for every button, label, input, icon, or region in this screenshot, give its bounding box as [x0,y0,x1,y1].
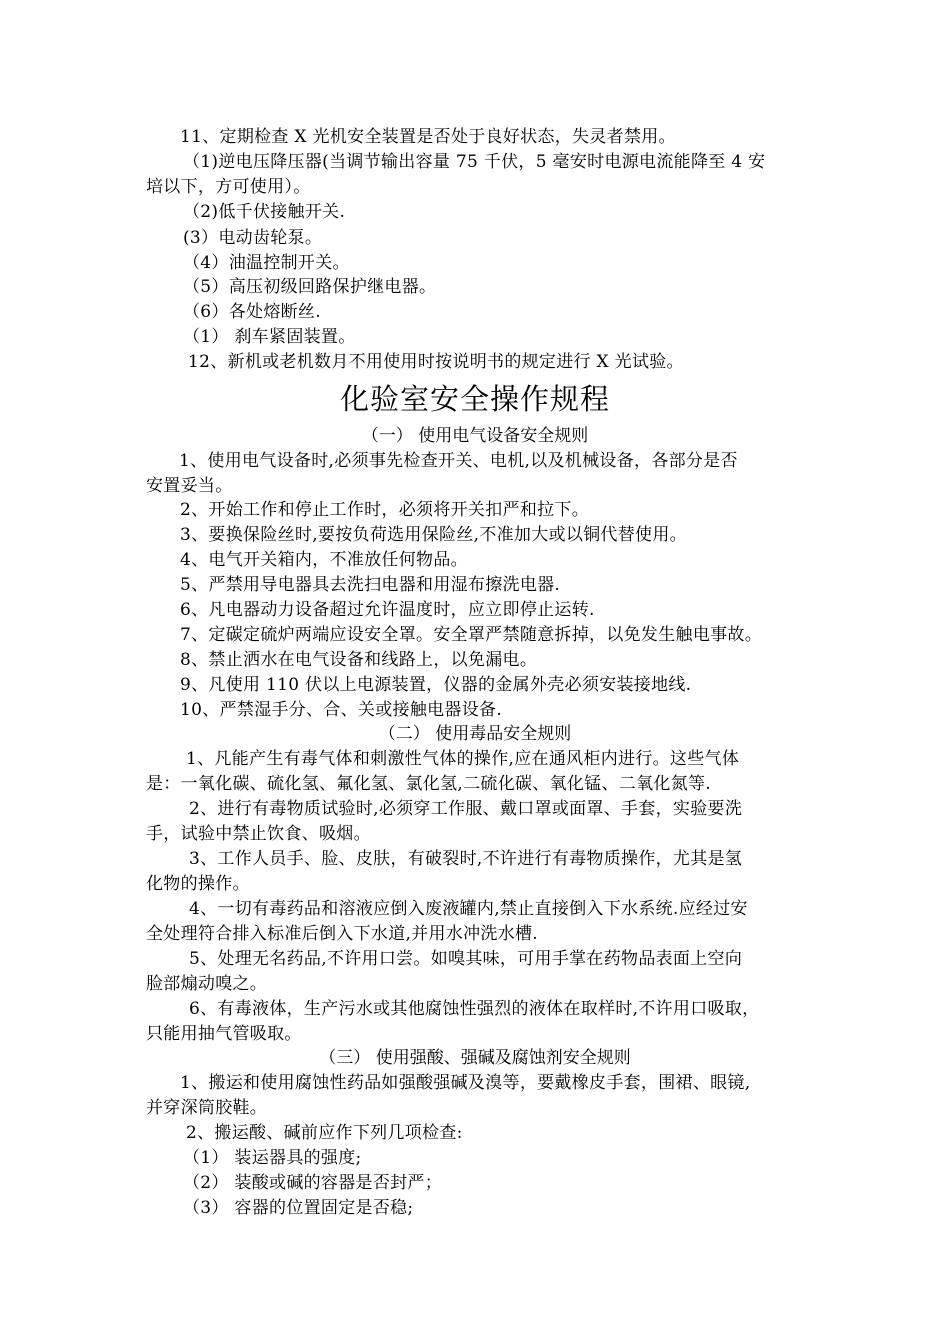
s1-rule-10: 10、严禁湿手分、合、关或接触电器设备. [180,700,503,720]
s1-rule-2: 2、开始工作和停止工作时，必须将开关扣严和拉下。 [180,500,590,520]
s2-rule-6: 6、有毒液体，生产污水或其他腐蚀性强烈的液体在取样时,不许用口吸取， [189,999,760,1019]
section-2-heading: （二） 使用毒品安全规则 [378,724,572,744]
s2-rule-5-continued: 脸部煽动嗅之。 [146,974,268,994]
s2-rule-1: 1、凡能产生有毒气体和刺激性气体的操作,应在通风柜内进行。这些气体 [186,749,740,769]
sub-item-1: （1)逆电压降压器(当调节输出容量 75 千伏，5 毫安时电源电流能降至 4 安 [183,152,766,172]
s2-rule-2: 2、进行有毒物质试验时,必须穿工作服、戴口罩或面罩、手套，实验要洗 [189,799,743,819]
s3-rule-1-continued: 并穿深筒胶鞋。 [146,1098,268,1118]
s2-rule-6-continued: 只能用抽气管吸取。 [146,1024,302,1044]
s1-rule-1-continued: 安置妥当。 [146,476,233,496]
sub-item-1-continued: 培以下，方可使用）。 [146,177,311,197]
s3-rule-2: 2、搬运酸、碱前应作下列几项检查: [186,1123,463,1143]
s2-rule-4-continued: 全处理符合排入标准后倒入下水道,并用水冲洗水槽. [146,924,539,944]
document-title: 化验室安全操作规程 [339,382,610,416]
item-11: 11、定期检查 X 光机安全装置是否处于良好状态，失灵者禁用。 [180,127,676,147]
s3-check-2: （2） 装酸或碱的容器是否封严； [183,1173,443,1193]
item-12: 12、新机或老机数月不用使用时按说明书的规定进行 X 光试验。 [188,352,684,372]
s1-rule-8: 8、禁止洒水在电气设备和线路上，以免漏电。 [180,650,538,670]
s1-rule-6: 6、凡电器动力设备超过允许温度时，应立即停止运转. [180,600,595,620]
s2-rule-4: 4、一切有毒药品和溶液应倒入废液罐内,禁止直接倒入下水系统.应经过安 [189,899,748,919]
section-1-heading: （一） 使用电气设备安全规则 [361,426,589,446]
sub-item-3: (3）电动齿轮泵。 [183,228,323,248]
sub-item-5: （5）高压初级回路保护继电器。 [183,277,437,297]
s1-rule-1: 1、使用电气设备时,必须事先检查开关、电机,以及机械设备，各部分是否 [179,451,738,471]
s3-check-3: （3） 容器的位置固定是否稳; [183,1198,414,1218]
section-3-heading: （三） 使用强酸、强碱及腐蚀剂安全规则 [319,1048,631,1068]
s1-rule-7: 7、定碳定硫炉两端应设安全罩。安全罩严禁随意拆掉，以免发生触电事故。 [180,625,763,645]
s3-rule-1: 1、搬运和使用腐蚀性药品如强酸强碱及溴等，要戴橡皮手套，围裙、眼镜, [180,1073,751,1093]
s2-rule-3-continued: 化物的操作。 [146,874,250,894]
s1-rule-9: 9、凡使用 110 伏以上电源装置，仪器的金属外壳必须安装接地线. [180,675,692,695]
s1-rule-4: 4、电气开关箱内，不准放任何物品。 [180,550,468,570]
s2-rule-2-continued: 手，试验中禁止饮食、吸烟。 [146,824,371,844]
sub-item-4: （4）油温控制开关。 [183,253,350,273]
sub-item-7: （1） 刹车紧固装置。 [183,327,356,347]
s2-rule-5: 5、处理无名药品,不许用口尝。如嗅其味，可用手掌在药物品表面上空向 [189,949,743,969]
sub-item-2: （2)低千伏接触开关. [183,202,346,222]
sub-item-6: （6）各处熔断丝. [183,302,321,322]
s1-rule-3: 3、要换保险丝时,要按负荷选用保险丝,不准加大或以铜代替使用。 [180,525,687,545]
s3-check-1: （1） 装运器具的强度; [183,1148,362,1168]
s2-rule-1-continued: 是：一氧化碳、硫化氢、氟化氢、氯化氢,二硫化碳、氧化锰、二氧化氮等. [146,774,712,794]
s2-rule-3: 3、工作人员手、脸、皮肤，有破裂时,不许进行有毒物质操作，尤其是氢 [189,849,743,869]
s1-rule-5: 5、严禁用导电器具去洗扫电器和用湿布擦洗电器. [180,575,561,595]
